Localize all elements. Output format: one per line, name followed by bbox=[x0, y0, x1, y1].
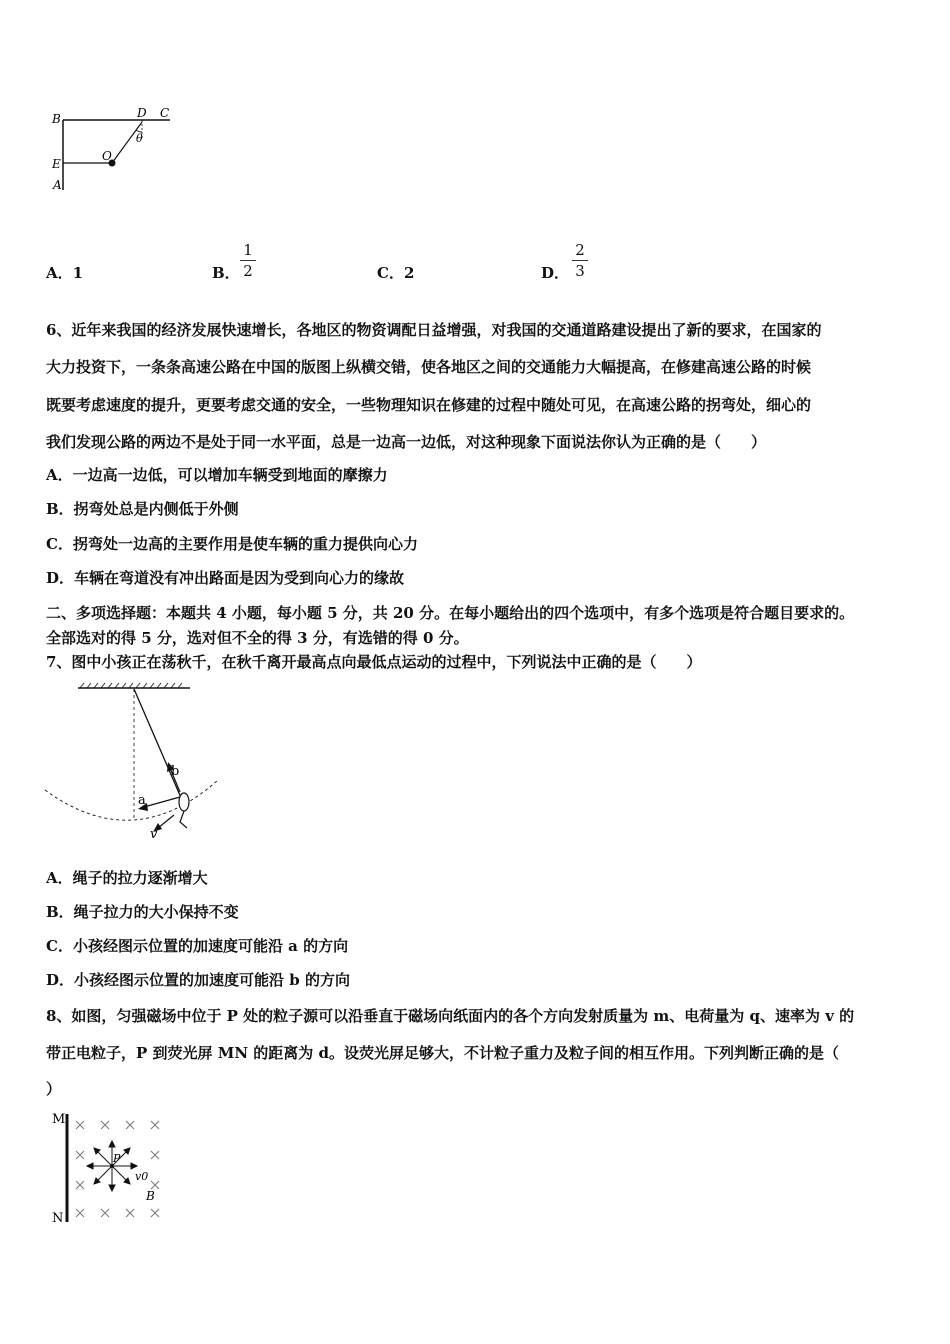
label-v: v bbox=[150, 827, 158, 840]
label-O: O bbox=[102, 149, 112, 163]
q6-option-d: D．车辆在弯道没有冲出路面是因为受到向心力的缘故 bbox=[46, 569, 405, 587]
q6-stem-line: 我们发现公路的两边不是处于同一水平面，总是一边高一边低，对这种现象下面说法你认为正确的是（ ） bbox=[46, 433, 767, 451]
q5-figure bbox=[40, 100, 190, 200]
label-A: A bbox=[53, 178, 62, 192]
label-v0: v0 bbox=[135, 1170, 149, 1183]
label-D: D bbox=[137, 106, 147, 120]
label-P: P bbox=[113, 1152, 121, 1165]
section-instructions: 全部选对的得 5 分，选对但不全的得 3 分，有选错的得 0 分。 bbox=[46, 629, 469, 647]
q8-stem-line: ） bbox=[46, 1080, 62, 1098]
q5-option-c bbox=[377, 262, 414, 283]
q8-stem-line: 8、如图，匀强磁场中位于 P 处的粒子源可以沿垂直于磁场向纸面内的各个方向发射质量为 m、电荷量为 q、速率为 v 的 bbox=[46, 1007, 855, 1025]
fraction-denominator: 3 bbox=[575, 262, 585, 280]
fraction-numerator: 1 bbox=[240, 240, 256, 261]
label-C: C bbox=[160, 106, 170, 120]
q7-option-d: D．小孩经图示位置的加速度可能沿 b 的方向 bbox=[46, 971, 350, 989]
label-theta: θ bbox=[136, 132, 143, 145]
fraction-numerator: 2 bbox=[572, 240, 588, 261]
label-M: M bbox=[52, 1112, 66, 1127]
q5-option-b-fraction bbox=[240, 240, 256, 281]
q5-option-c-value: 2 bbox=[403, 264, 415, 282]
q5-option-a-value: 1 bbox=[72, 264, 84, 282]
label-E: E bbox=[52, 157, 61, 171]
label-B: B bbox=[146, 1189, 155, 1203]
q7-option-c: C．小孩经图示位置的加速度可能沿 a 的方向 bbox=[46, 937, 349, 955]
q8-stem-line: 带正电粒子，P 到荧光屏 MN 的距离为 d。设荧光屏足够大，不计粒子重力及粒子间的相互作用。下列判断正确的是（ bbox=[46, 1044, 839, 1062]
q6-stem-line: 既要考虑速度的提升，更要考虑交通的安全，一些物理知识在修建的过程中随处可见，在高速公路的拐弯处，细心的 bbox=[46, 396, 812, 414]
fraction-denominator: 2 bbox=[243, 262, 253, 280]
q6-option-c: C．拐弯处一边高的主要作用是使车辆的重力提供向心力 bbox=[46, 535, 418, 553]
q7-stem: 7、图中小孩正在荡秋千，在秋千离开最高点向最低点运动的过程中，下列说法中正确的是（ ） bbox=[46, 653, 702, 671]
section-heading: 二、多项选择题：本题共 4 小题，每小题 5 分，共 20 分。在每小题给出的四个选项中，有多个选项是符合题目要求的。 bbox=[46, 604, 855, 622]
q5-option-b-label: B． bbox=[212, 264, 240, 282]
q7-swing-figure bbox=[40, 680, 225, 840]
q6-option-b: B．拐弯处总是内侧低于外侧 bbox=[46, 500, 239, 518]
q5-option-c-label: C． bbox=[377, 264, 404, 282]
label-N: N bbox=[52, 1211, 64, 1226]
q5-option-d bbox=[541, 262, 569, 283]
q6-option-a: A．一边高一边低，可以增加车辆受到地面的摩擦力 bbox=[46, 466, 388, 484]
q5-option-d-fraction bbox=[572, 240, 588, 281]
q8-magnetic-field-figure bbox=[45, 1108, 185, 1228]
label-a: a bbox=[138, 793, 146, 808]
q5-option-a-label: A． bbox=[46, 264, 73, 282]
label-b: b bbox=[171, 764, 180, 779]
q6-stem-line: 大力投资下，一条条高速公路在中国的版图上纵横交错，使各地区之间的交通能力大幅提高，在修建高速公路的时候 bbox=[46, 358, 812, 376]
q6-stem-line: 6、近年来我国的经济发展快速增长，各地区的物资调配日益增强，对我国的交通道路建设提出了新的要求，在国家的 bbox=[46, 321, 822, 339]
q7-option-a: A．绳子的拉力逐渐增大 bbox=[46, 869, 208, 887]
q5-option-a bbox=[46, 262, 83, 283]
label-B: B bbox=[52, 112, 61, 126]
q7-option-b: B．绳子拉力的大小保持不变 bbox=[46, 903, 239, 921]
q5-option-d-label: D． bbox=[541, 264, 570, 282]
q5-option-b bbox=[212, 262, 240, 283]
